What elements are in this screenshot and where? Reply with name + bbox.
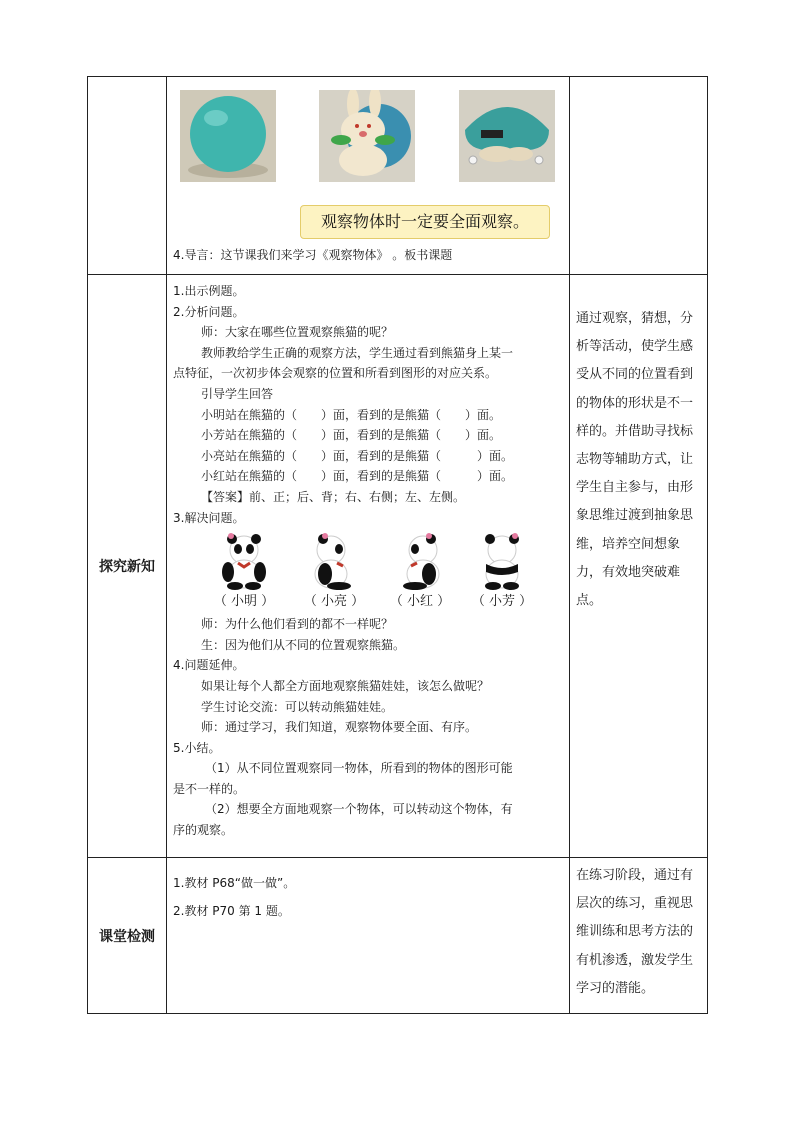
teal-ball-photo bbox=[180, 90, 276, 182]
lesson-plan-table bbox=[87, 76, 708, 1014]
summary-line: 序的观察。 bbox=[173, 823, 234, 838]
check-row bbox=[88, 858, 708, 1014]
explore-line: 点特征，一次初步体会观察的位置和所看到图形的对应关系。 bbox=[173, 366, 498, 381]
rabbit-toy-photo bbox=[319, 90, 415, 182]
summary-line: 是不一样的。 bbox=[173, 781, 246, 796]
check-label: 课堂检测 bbox=[88, 858, 167, 1014]
summary-line: （1）从不同位置观察同一物体，所看到的物体的图形可能 bbox=[205, 761, 513, 776]
panda-right-image bbox=[301, 532, 367, 590]
explore-line: 引导学生回答 bbox=[201, 386, 274, 401]
panda-caption: （ 小红 ） bbox=[389, 594, 451, 610]
panda-caption: （ 小明 ） bbox=[213, 594, 275, 610]
panda-caption: （ 小亮 ） bbox=[303, 594, 365, 610]
explore-line: 1.出示例题。 bbox=[173, 284, 245, 298]
explore-line: 师：为什么他们看到的都不一样呢？ bbox=[201, 617, 394, 632]
callout-box: 观察物体时一定要全面观察。 bbox=[300, 205, 550, 239]
intro-note-cell bbox=[570, 77, 708, 275]
check-note: 在练习阶段，通过有层次的练习，重视思维训练和思考方法的有机渗透，激发学生学习的潜能。 bbox=[576, 868, 694, 996]
explore-line: 教师教给学生正确的观察方法，学生通过看到熊猫身上某一 bbox=[201, 345, 514, 360]
panda-row bbox=[173, 528, 563, 614]
summary-line: （2）想要全方面地观察一个物体，可以转动这个物体，有 bbox=[205, 802, 513, 817]
explore-content-cell bbox=[167, 275, 570, 858]
intro-content-cell bbox=[167, 77, 570, 275]
intro-step4: 4.导言：这节课我们来学习《观察物体》 。板书课题 bbox=[173, 248, 453, 262]
explore-line: 小亮站在熊猫的（ ）面，看到的是熊猫（ ）面。 bbox=[201, 448, 514, 463]
panda-caption: （ 小芳 ） bbox=[471, 594, 533, 610]
check-line: 1.教材 P68“做一做”。 bbox=[173, 876, 296, 890]
panda-front-image bbox=[211, 532, 277, 590]
check-note-cell bbox=[570, 858, 708, 1014]
intro-label-cell bbox=[88, 77, 167, 275]
explore-label: 探究新知 bbox=[88, 275, 167, 858]
check-line: 2.教材 P70 第 1 题。 bbox=[173, 904, 290, 918]
explore-line: 4.问题延伸。 bbox=[173, 658, 245, 673]
explore-note: 通过观察，猜想，分析等活动，使学生感受从不同的位置看到的物体的形状是不一样的。并借助寻找标志物等辅助方式，让学生自主参与，由形象思维过渡到抽象思维，培养空间想象力，有效地突破难点。 bbox=[576, 311, 694, 609]
explore-line: 小芳站在熊猫的（ ）面，看到的是熊猫（ ）面。 bbox=[201, 428, 502, 443]
explore-line: 小红站在熊猫的（ ）面，看到的是熊猫（ ）面。 bbox=[201, 469, 514, 484]
intro-row bbox=[88, 77, 708, 275]
teal-shell-photo bbox=[459, 90, 555, 182]
photo-row bbox=[167, 77, 569, 191]
explore-line: 如果让每个人都全方面地观察熊猫娃娃，该怎么做呢？ bbox=[201, 678, 490, 693]
explore-line: 生：因为他们从不同的位置观察熊猫。 bbox=[201, 637, 406, 652]
panda-back-image bbox=[469, 532, 535, 590]
check-content-cell bbox=[167, 858, 570, 1014]
explore-line: 2.分析问题。 bbox=[173, 304, 245, 319]
explore-line: 师：通过学习，我们知道，观察物体要全面、有序。 bbox=[201, 720, 478, 735]
explore-line: 学生讨论交流：可以转动熊猫娃娃。 bbox=[201, 699, 394, 714]
explore-line: 5.小结。 bbox=[173, 740, 221, 755]
explore-line: 小明站在熊猫的（ ）面，看到的是熊猫（ ）面。 bbox=[201, 407, 502, 422]
callout-wrap bbox=[167, 191, 569, 241]
explore-line: 3.解决问题。 bbox=[173, 510, 245, 525]
panda-left-image bbox=[387, 532, 453, 590]
explore-note-cell bbox=[570, 275, 708, 858]
explore-row bbox=[88, 275, 708, 858]
answer-line: 【答案】前、正；后、背；右、右侧；左、左侧。 bbox=[201, 489, 466, 504]
explore-line: 师：大家在哪些位置观察熊猫的呢？ bbox=[201, 325, 394, 340]
